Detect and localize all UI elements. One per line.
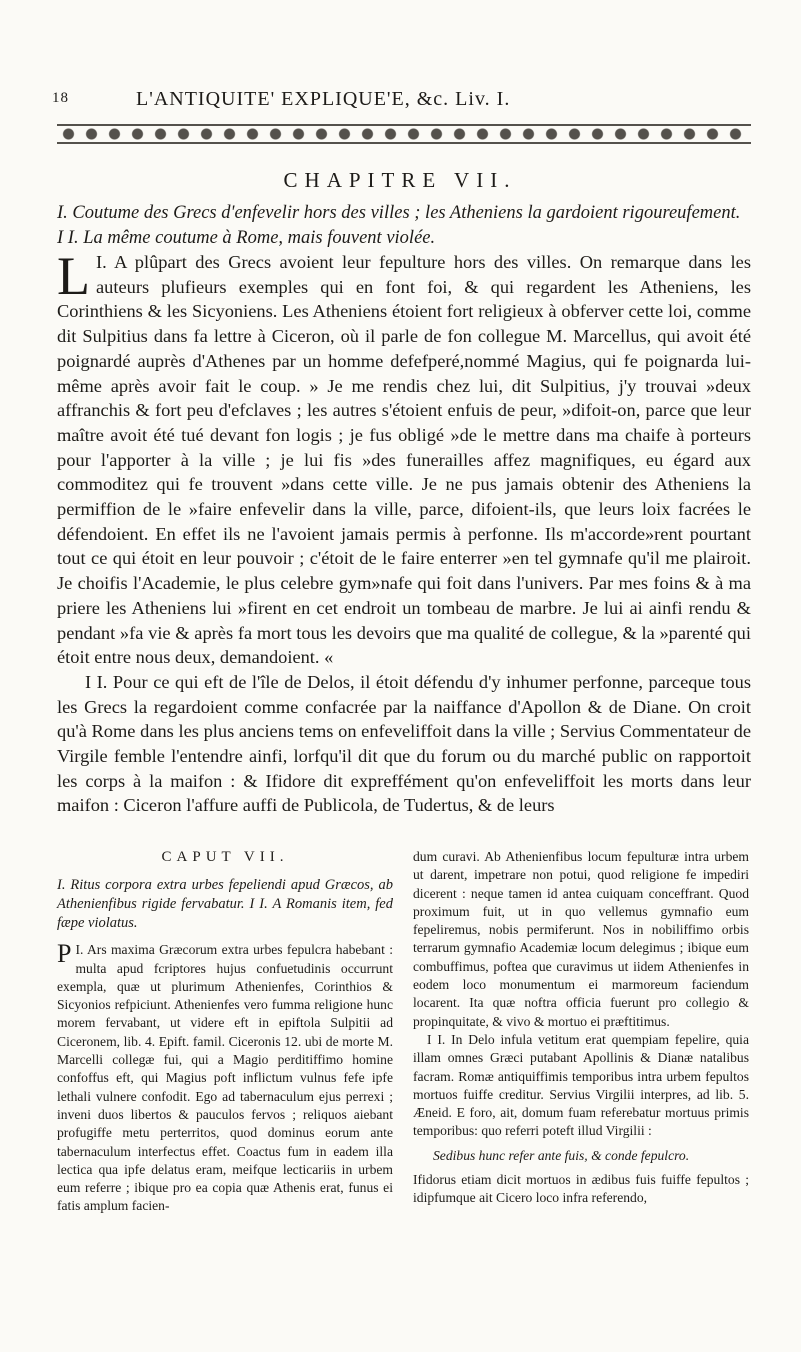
- caput-summary: I. Ritus corpora extra urbes fepeliendi apud Græcos, ab Athenienfibus rigide fervabatur. I I. A Romanis item, fed fæpe violatus.: [57, 877, 393, 932]
- running-head: [52, 90, 752, 114]
- latin-drop-cap: P: [57, 939, 72, 969]
- chapter-heading: CHAPITRE VII.: [283, 168, 517, 192]
- running-title: L'ANTIQUITE' EXPLIQUE'E, &c. Liv. I.: [136, 88, 511, 110]
- latin-continuation: dum curavi. Ab Athenienfibus locum fepulturæ intra urbem ut darent, impetrare non potui, quod religione fe impediri dicerent : neque tamen id antea cuiquam conceffrant. Quod proximum fuit, ut in quo vellemus gymnafio eum fepeliremus, nobis permiferunt. Nos in nobiliffimo orbis terrarum gymnafio Academiæ locum delegimus ; ibique eum combuffimus, poftea que curavimus ut iidem Athenienfes in eodem loco monumentum ei marmoreum faciendum locarent. Ita quæ noftra officia fuerunt pro collegio & propinquitate, & vivo & mortuo ei præftitimus.: [413, 849, 749, 1029]
- latin-paragraph-2: I I. In Delo infula vetitum erat quempiam fepelire, quia illam omnes Græci putabant Apollinis & Dianæ natalibus facram. Romæ antiquiffimis temporibus intra urbem fepultos mortuos fuiffe creditur. Servius Virgilii interpres, ad lib. 5. Æneid. E foro, ait, domum fuam referebatur mortuus primis temporibus: quo referri poteft illud Virgilii :: [413, 1031, 749, 1139]
- latin-paragraph-3: Ifidorus etiam dicit mortuos in ædibus fuis fuiffe fepultos ; idipfumque ait Cicero loco infra referendo,: [413, 1172, 749, 1206]
- latin-column-left: [57, 848, 393, 1216]
- latin-paragraph-1: [57, 941, 393, 1215]
- latin-column-right: [413, 848, 749, 1208]
- paragraph-1-text: I. A plûpart des Grecs avoient leur fepulture hors des villes. On remarque dans les auteurs plufieurs exemples qui en font foi, & qui regardent les Atheniens, les Corinthiens & les Sicyoniens. Les Atheniens étoient fort religieux à obferver cette loi, comme dit Sulpitius dans fa lettre à Ciceron, où il parle de fon collegue M. Marcellus, qui avoit été poignardé auprès d'Athenes par un homme defefperé,nommé Magius, qui fe poignarda lui-même après avoir fait le coup. » Je me rendis chez lui, dit Sulpitius, j'y trouvai »deux affranchis & fort peu d'efclaves ; les autres s'étoient enfuis de peur, »difoit-on, parce que leur maître avoit été tué devant fon logis ; je fus obligé »de le mettre dans ma chaife à porteurs pour l'apporter à la ville ; je lui fis »des funerailles affez magnifiques, eu égard aux commoditez qui fe trouvent »dans cette ville. Je ne pus jamais obtenir des Atheniens la permiffion de le »faire enfevelir dans la ville, parce, difoient-ils, que leurs loix facrées le défendoient. En effet ils ne l'avoient jamais permis à perfonne. Ils m'accorde»rent pourtant tout ce qui étoit en leur pouvoir ; c'étoit de le faire enterrer »en tel gymnafe qu'il me plairoit. Je choifis l'Academie, le plus celebre gym»nafe qui foit dans l'univers. Par mes foins & à ma priere les Atheniens lui »firent en cet endroit un tombeau de marbre. Je lui ai ainfi rendu & pendant »fa vie & après fa mort tous les devoirs que ma qualité de collegue, & la »parenté qui étoit entre nous deux, demandoient. «: [57, 252, 751, 668]
- caput-title: CAPUT VII.: [161, 849, 289, 865]
- french-body: [57, 246, 751, 818]
- paragraph-1: [57, 246, 751, 670]
- virgil-verse: Sedibus hunc refer ante fuis, & conde fepulcro.: [433, 1147, 690, 1163]
- drop-cap: L: [57, 246, 90, 306]
- page-number: 18: [52, 90, 69, 106]
- paragraph-2: I I. Pour ce qui eft de l'île de Delos, il étoit défendu d'y inhumer perfonne, parceque tous les Grecs la regardoient comme confacrée par la naiffance d'Apollon & de Diane. On croit qu'à Rome dans les plus anciens tems on enfeveliffoit dans la ville ; Servius Commentateur de Virgile femble l'entendre ainfi, lorfqu'il dit que du forum ou du marché public on rapportoit les corps à la maifon : & Ifidore dit expreffément qu'on enfeveliffoit les morts dans leur maifon : Ciceron l'affure auffi de Publicola, de Tudertus, & de leurs: [57, 671, 751, 816]
- chapter-summary: I. Coutume des Grecs d'enfevelir hors des villes ; les Atheniens la gardoient rigoureufement. I I. La même coutume à Rome, mais fouvent violée.: [57, 203, 741, 248]
- latin-translation: [57, 848, 751, 1318]
- fleuron-band-icon: [57, 122, 751, 146]
- latin-paragraph-1-text: I. Ars maxima Græcorum extra urbes fepulcra habebant : multa apud fcriptores hujus confuetudinis occurrunt exempla, quæ ut plurimum Athenienfes, Corinthios & Sicyonios refpiciunt. Athenienfes vero fumma religione hunc morem fervabant, ut videre eft in epiftola Sulpitii ad Ciceronem, lib. 4. Epift. famil. Ciceronis 12. ubi de morte M. Marcelli collegæ fui, qui a Magio perditiffimo homine confoffus eft, qui Magius poft inflictum vulnus fefe ipfe lethali vulnere confodit. Ego ad tabernaculum ejus perrexi ; inveni duos libertos & pauculos fervos ; reliquos aiebant profugiffe metu perterritos, quod dominus eorum ante tabernaculum interfectus effet. Coactus fum in eadem illa lectica qua ipfe delatus eram, meifque lecticariis in urbem eum referre ; ibique pro ea copia quæ Athenis erat, funus ei fatis amplum facien-: [57, 942, 393, 1214]
